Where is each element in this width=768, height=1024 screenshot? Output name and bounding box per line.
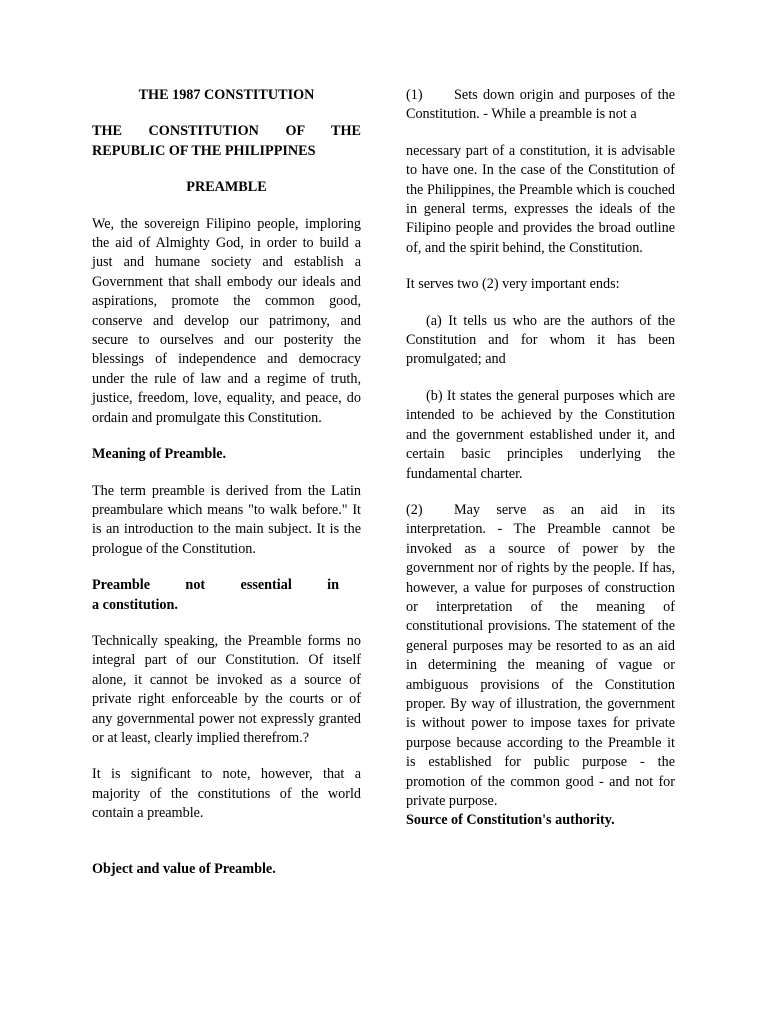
point-a: (a) It tells us who are the authors of the Constitution and for whom it has been promulgated; and <box>406 312 675 368</box>
preamble-text: We, the sovereign Filipino people, imploring the aid of Almighty God, in order to build a just and humane society and establish a Government that shall embody our ideals and aspirations, promote the common good, conserve and develop our patrimony, and secure to ourselves and our posterity the blessings of independence and democracy under the rule of law and a regime of truth, justice, freedom, love, equality, and peace, do ordain and promulgate this Constitution. <box>92 215 361 426</box>
item-2 <box>406 501 675 812</box>
item-2-label: (2) <box>406 501 423 518</box>
item-1-label: (1) <box>406 87 423 103</box>
subtitle-line-1: THE CONSTITUTION OF THE <box>92 123 361 140</box>
point-b: (b) It states the general purposes which are intended to be achieved by the Constitution and the government established under it, and certain basic principles underlying the fundamental charter. <box>406 387 675 482</box>
meaning-heading: Meaning of Preamble. <box>92 446 227 463</box>
item-2-text: May serve as an aid in its interpretation. - The Preamble cannot be invoked as a source of power by the government nor of rights by the people. If has, however, a value for purposes of construction or interpretation of the meaning of constitutional provisions. The statement of the general purposes may be resorted to as an aid in determining the meaning of vague or ambiguous provisions of the Constitution proper. By way of illustration, the government is without power to impose taxes for private purpose because according to the Preamble it is established for public purpose - the promotion of the common good - and not for private purpose. <box>406 501 675 809</box>
document-title: THE 1987 CONSTITUTION <box>138 87 315 103</box>
preamble-heading: PREAMBLE <box>186 179 267 196</box>
technically-text: Technically speaking, the Preamble forms no integral part of our Constitution. Of itself alone, it cannot be invoked as a source of private right enforceable by the courts or of any governmental power not expressly granted or at least, clearly implied therefrom.? <box>92 632 361 746</box>
left-column <box>92 86 361 879</box>
continued-text: necessary part of a constitution, it is advisable to have one. In the case of the Constitution of the Philippines, the Preamble which is couched in general terms, expresses the ideals of the Filipino people and provides the broad outline of, and the spirit behind, the Constitution. <box>406 142 675 256</box>
not-essential-heading-line-2: a constitution. <box>92 596 178 613</box>
source-heading: Source of Constitution's authority. <box>406 812 615 829</box>
ends-text: It serves two (2) very important ends: <box>406 276 620 293</box>
right-column <box>406 86 675 831</box>
object-heading: Object and value of Preamble. <box>92 860 276 877</box>
subtitle-line-2: REPUBLIC OF THE PHILIPPINES <box>92 142 316 159</box>
significant-text: It is significant to note, however, that a majority of the constitutions of the world contain a preamble. <box>92 766 361 822</box>
item-1 <box>406 86 675 125</box>
item-1-text: Sets down origin and purposes of the Constitution. - While a preamble is not a <box>406 87 675 123</box>
not-essential-heading-line-1: Preamble not essential in <box>92 577 339 594</box>
meaning-text: The term preamble is derived from the Latin preambulare which means "to walk before." It is an introduction to the main subject. It is the prologue of the Constitution. <box>92 482 361 557</box>
